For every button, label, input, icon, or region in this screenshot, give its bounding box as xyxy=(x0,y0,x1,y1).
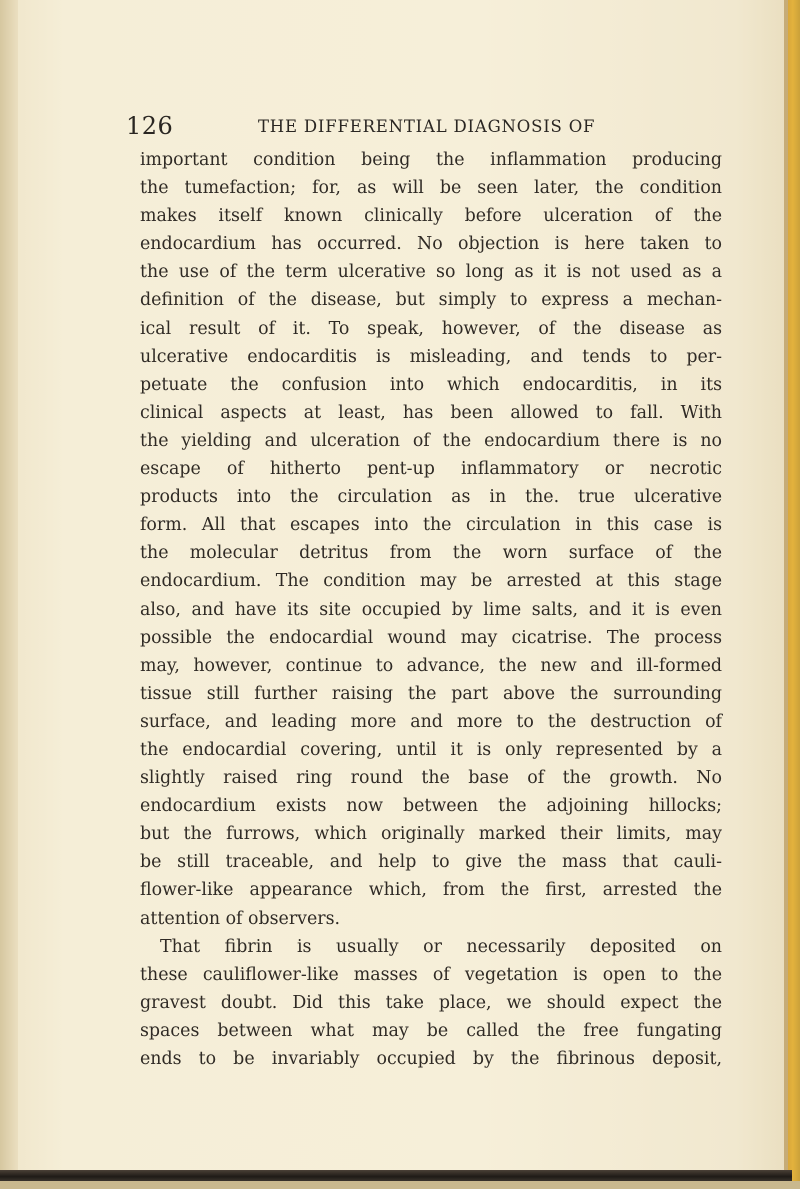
text-line: ical result of it. To speak, however, of the disease as xyxy=(140,318,722,339)
text-line: slightly raised ring round the base of the growth. No xyxy=(140,768,722,789)
text-line: possible the endocardial wound may cicatrise. The process xyxy=(140,627,722,648)
text-line: endocardium. The condition may be arrested at this stage xyxy=(140,571,722,592)
text-line: gravest doubt. Did this take place, we should expect the xyxy=(140,992,722,1013)
page-bottom-edge xyxy=(0,1181,800,1189)
paragraph-start-line: That fibrin is usually or necessarily deposited on xyxy=(160,936,722,957)
text-line: tissue still further raising the part above the surrounding xyxy=(140,683,722,704)
text-line: products into the circulation as in the. true ulcerative xyxy=(140,487,722,508)
book-spine-edge xyxy=(788,0,800,1189)
text-line: definition of the disease, but simply to express a mechan- xyxy=(140,290,722,311)
text-line: may, however, continue to advance, the new and ill-formed xyxy=(140,655,722,676)
text-line: endocardium has occurred. No objection is here taken to xyxy=(140,234,722,255)
text-line: clinical aspects at least, has been allowed to fall. With xyxy=(140,402,722,423)
text-line: these cauliflower-like masses of vegetation is open to the xyxy=(140,964,722,985)
text-line: the yielding and ulceration of the endocardium there is no xyxy=(140,430,722,451)
text-line: but the furrows, which originally marked their limits, may xyxy=(140,824,722,845)
text-line: petuate the confusion into which endocarditis, in its xyxy=(140,374,722,395)
text-line: the tumefaction; for, as will be seen later, the condition xyxy=(140,178,722,199)
text-line: be still traceable, and help to give the mass that cauli- xyxy=(140,852,722,873)
text-line: important condition being the inflammation producing xyxy=(140,150,722,170)
text-line: the molecular detritus from the worn surface of the xyxy=(140,543,722,564)
text-line: the endocardial covering, until it is only represented by a xyxy=(140,739,722,760)
text-line: ulcerative endocarditis is misleading, and tends to per- xyxy=(140,346,722,367)
text-line: escape of hitherto pent-up inflammatory or necrotic xyxy=(140,459,722,480)
text-line: the use of the term ulcerative so long as it is not used as a xyxy=(140,262,722,283)
text-line: flower-like appearance which, from the first, arrested the xyxy=(140,880,722,901)
text-line: form. All that escapes into the circulation in this case is xyxy=(140,515,722,536)
paragraph-end-line: attention of observers. xyxy=(140,908,341,929)
page-left-edge xyxy=(0,0,18,1189)
text-line: also, and have its site occupied by lime salts, and it is even xyxy=(140,599,722,620)
text-line: makes itself known clinically before ulceration of the xyxy=(140,206,722,227)
page-number: 126 xyxy=(126,112,174,140)
text-line: ends to be invariably occupied by the fibrinous deposit, xyxy=(140,1049,722,1069)
body-text xyxy=(140,146,722,1073)
text-line: surface, and leading more and more to the destruction of xyxy=(140,711,722,732)
bottom-binding-rule xyxy=(0,1170,792,1181)
text-line: endocardium exists now between the adjoining hillocks; xyxy=(140,796,722,817)
text-line: spaces between what may be called the free fungating xyxy=(140,1020,722,1041)
running-head: THE DIFFERENTIAL DIAGNOSIS OF xyxy=(258,117,596,136)
page-header xyxy=(126,112,686,144)
